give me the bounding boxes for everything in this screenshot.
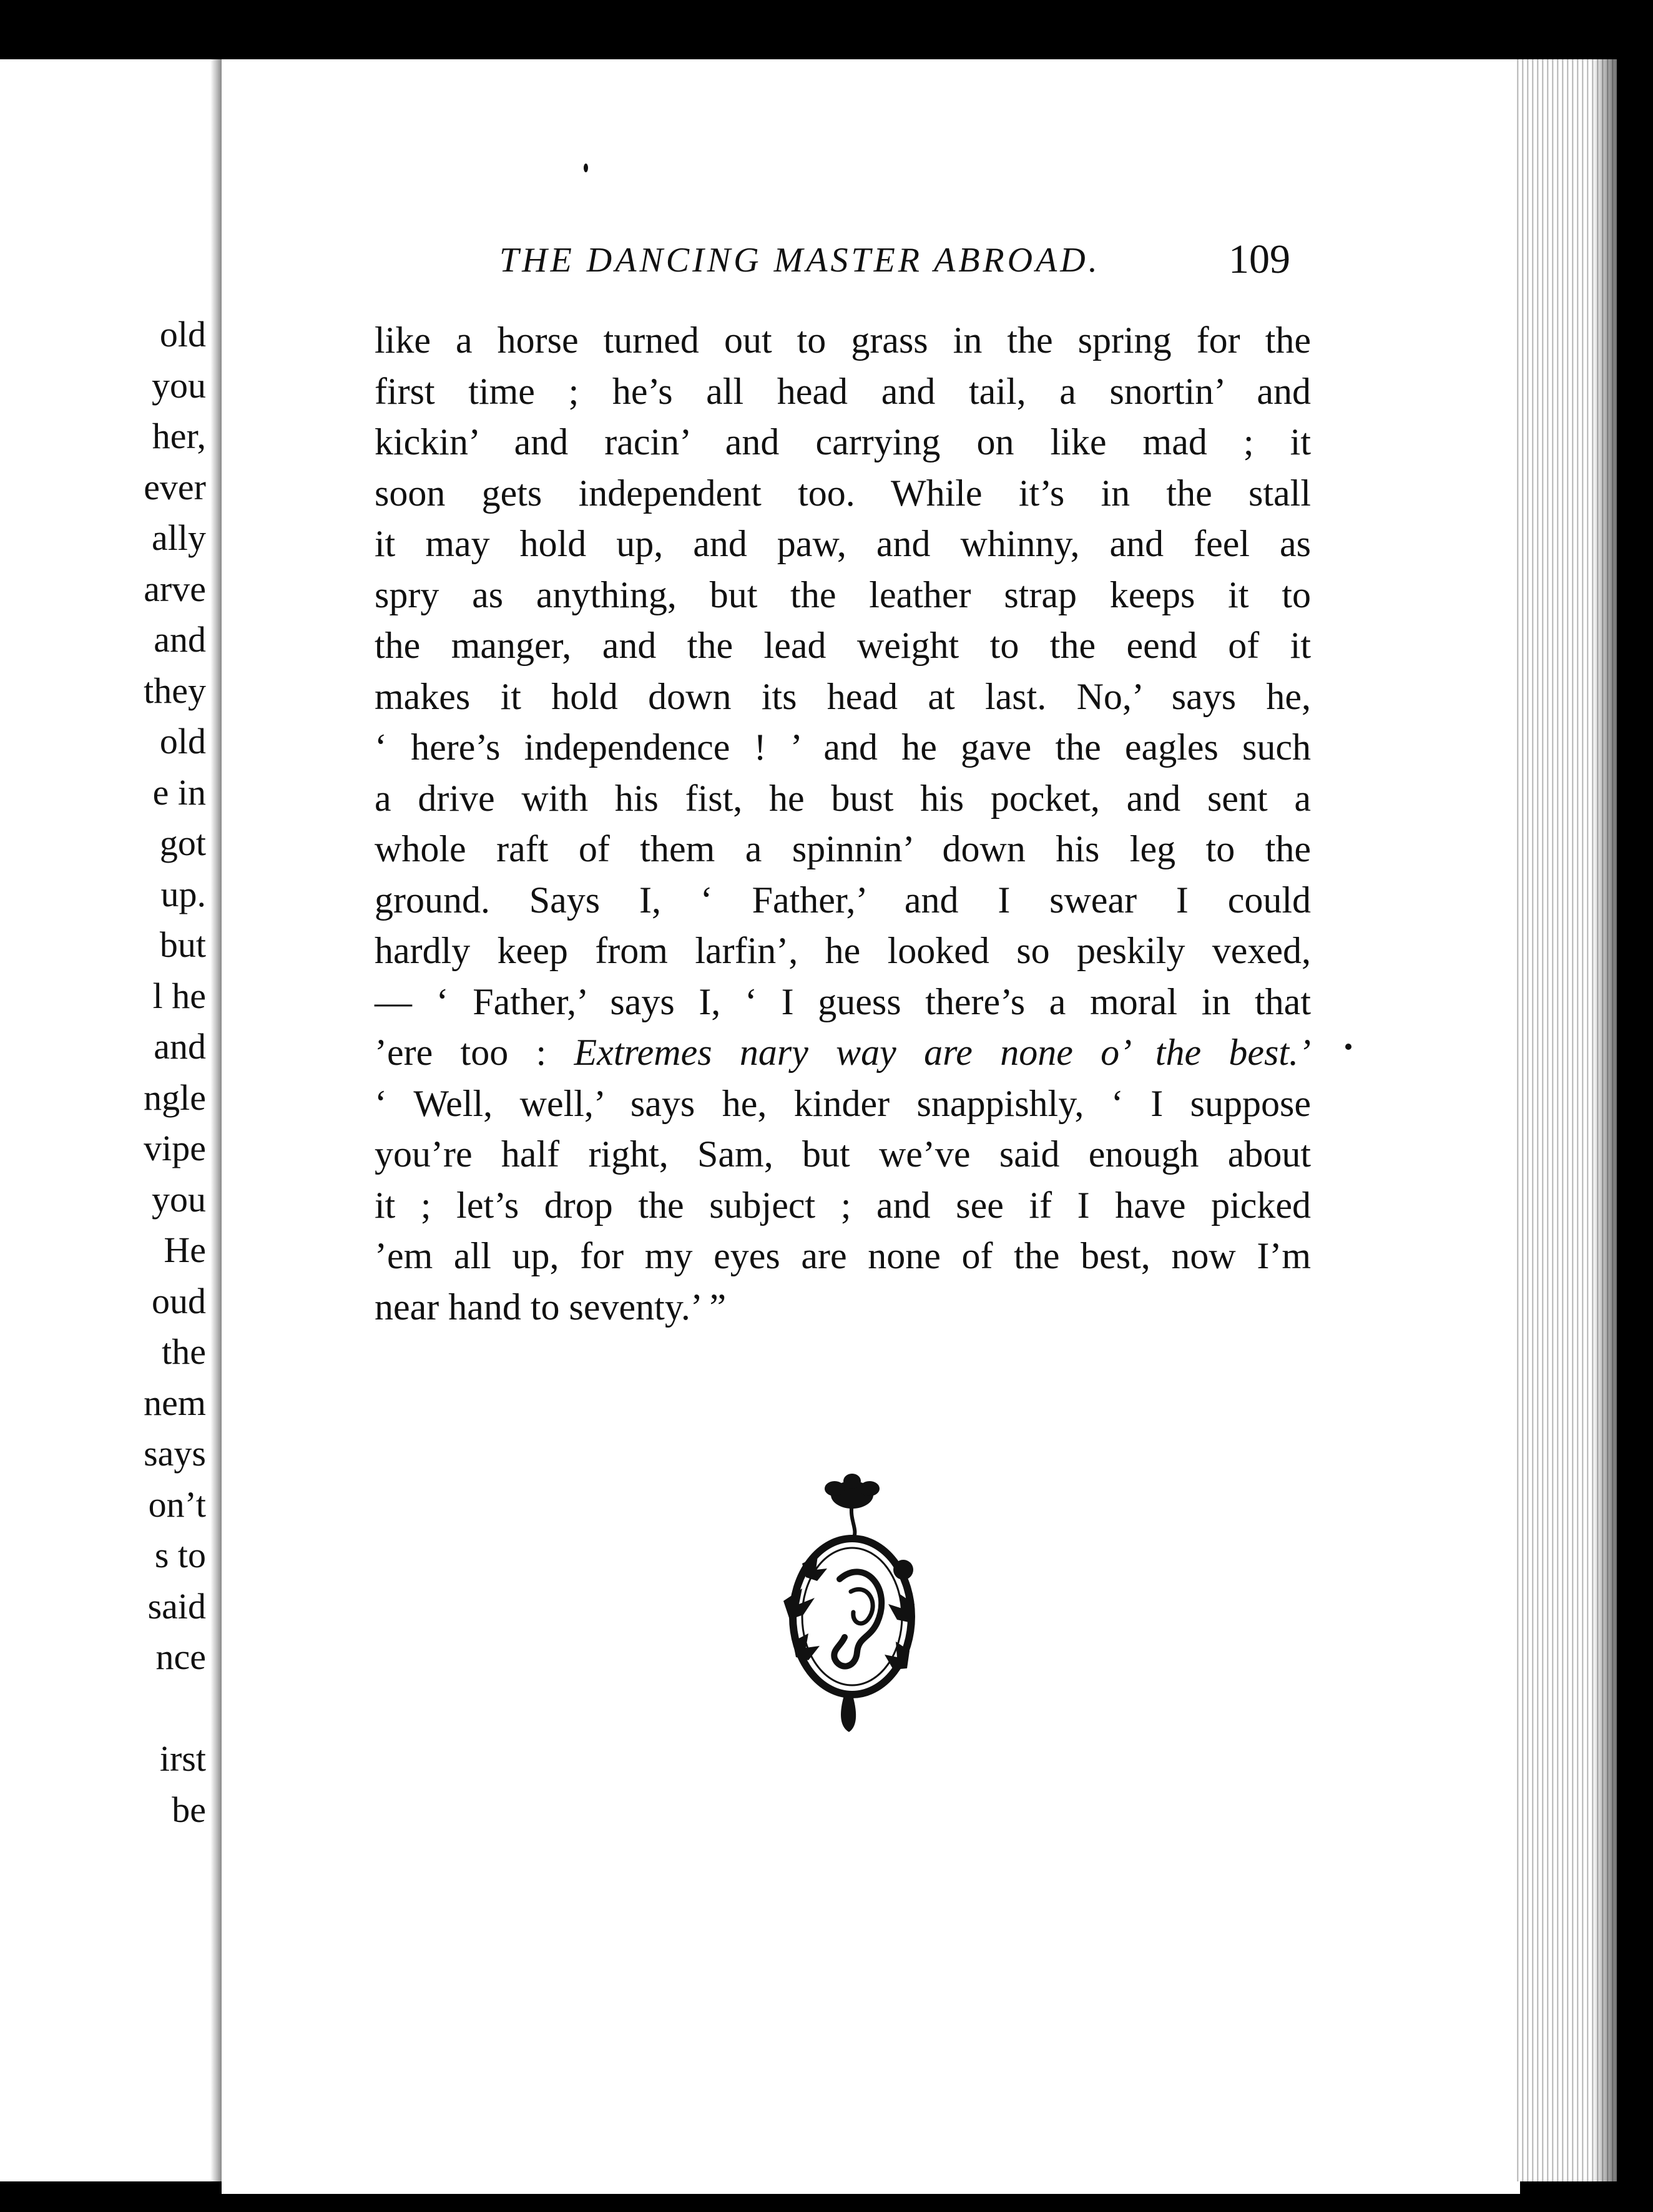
left-page-fragment: be [172, 1789, 206, 1830]
running-title: THE DANCING MASTER ABROAD. [499, 241, 1101, 280]
text-line: the manger, and the lead weight to the eend of it [375, 625, 1311, 666]
left-page-fragment: He [164, 1230, 206, 1270]
left-page-fragment: oud [152, 1280, 206, 1321]
left-page-fragment: but [159, 924, 206, 965]
left-page-fragment: the [162, 1331, 206, 1372]
left-page-fragment: old [159, 314, 206, 355]
text-line: it ; let’s drop the subject ; and see if I have picked [375, 1184, 1311, 1226]
left-page-fragment: ever [144, 466, 206, 507]
left-page-fragment: nem [144, 1382, 206, 1423]
left-page-fragment: arve [144, 568, 206, 609]
page-block-edges [1514, 59, 1617, 2181]
running-head [499, 240, 1311, 280]
stray-mark [1345, 1044, 1351, 1050]
text-line: like a horse turned out to grass in the spring for the [375, 320, 1311, 361]
stray-mark [584, 164, 588, 172]
left-page-fragment: said [147, 1585, 206, 1627]
left-page-fragment: you [152, 365, 206, 406]
left-page-fragment: irst [159, 1738, 206, 1779]
left-page-fragment: l he [152, 975, 206, 1016]
left-page-fragment: they [144, 670, 206, 711]
left-page-fragment: old [159, 721, 206, 761]
text-line: makes it hold down its head at last. No,’ says he, [375, 675, 1311, 717]
left-page-fragment: and [154, 619, 206, 660]
text-line: a drive with his fist, he bust his pocket, and sent a [375, 777, 1311, 819]
text-line: ‘ Well, well,’ says he, kinder snappishly, ‘ I suppose [375, 1082, 1311, 1124]
left-page-fragment: ngle [144, 1077, 206, 1118]
body-text [375, 315, 1311, 1333]
text-line: ‘ here’s independence ! ’ and he gave the eagles such [375, 727, 1311, 768]
page-number: 109 [1229, 237, 1290, 282]
left-page-fragment: nce [155, 1637, 206, 1677]
left-page-fragment: on’t [148, 1484, 206, 1525]
left-page-fragment: vipe [144, 1128, 206, 1168]
scanner-border [0, 0, 1653, 59]
text-line: soon gets independent too. While it’s in the stall [375, 472, 1311, 514]
ear-ornament-icon [765, 1470, 939, 1745]
gutter-shadow [210, 59, 222, 2181]
left-page-fragment: s to [154, 1535, 206, 1575]
left-page-fragment: says [144, 1433, 206, 1474]
text-line: it may hold up, and paw, and whinny, and feel as [375, 523, 1311, 564]
text-line: — ‘ Father,’ says I, ‘ I guess there’s a moral in that [375, 981, 1311, 1022]
text-line: whole raft of them a spinnin’ down his leg to the [375, 828, 1311, 869]
left-page-fragment: her, [152, 416, 206, 456]
text-line: ground. Says I, ‘ Father,’ and I swear I could [375, 879, 1311, 921]
text-line: near hand to seventy.’ ” [375, 1286, 727, 1328]
text-segment: ’ere too : [375, 1032, 547, 1073]
text-line: you’re half right, Sam, but we’ve said enough about [375, 1133, 1311, 1175]
italic-phrase: Extremes nary way are none o’ the best.’ [574, 1032, 1312, 1073]
text-line: spry as anything, but the leather strap keeps it to [375, 574, 1311, 615]
text-line: hardly keep from larfin’, he looked so peskily vexed, [375, 930, 1311, 971]
left-page-fragment: ally [152, 517, 206, 558]
left-page-fragment: you [152, 1178, 206, 1220]
text-line-with-italic [375, 1027, 1311, 1079]
text-line: first time ; he’s all head and tail, a snortin’ and [375, 370, 1311, 412]
left-page-fragment: and [154, 1026, 206, 1067]
left-page-fragment: e in [152, 771, 206, 813]
left-page-fragment: got [159, 823, 206, 863]
text-line: kickin’ and racin’ and carrying on like mad ; it [375, 421, 1311, 462]
text-line: ’em all up, for my eyes are none of the best, now I’m [375, 1235, 1311, 1276]
left-page [0, 59, 222, 2181]
left-page-fragment: up. [160, 873, 206, 914]
